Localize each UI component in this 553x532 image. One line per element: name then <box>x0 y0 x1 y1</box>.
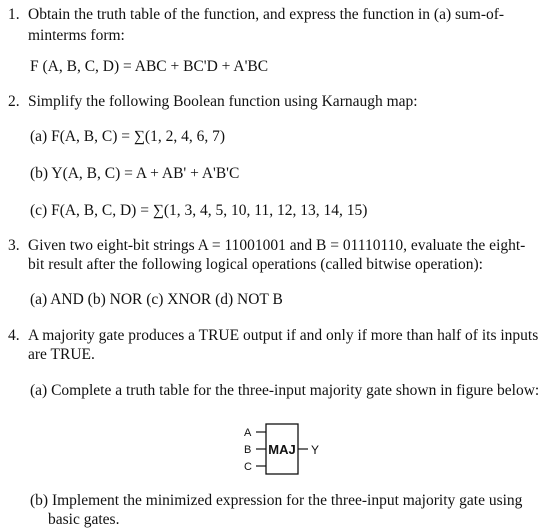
question-3-text-line-1: Given two eight-bit strings A = 11001001 and B = 01110110, evaluate the eight- <box>28 237 526 254</box>
question-3-number: 3. <box>8 237 20 254</box>
question-3-part: (a) AND (b) NOR (c) XNOR (d) NOT B <box>30 291 283 308</box>
majority-gate-diagram <box>240 423 320 475</box>
question-2-text-line-1: Simplify the following Boolean function using Karnaugh map: <box>28 93 418 110</box>
question-1-text-line-1: Obtain the truth table of the function, and express the function in (a) sum-of- <box>28 6 505 23</box>
question-1-text-line-2: minterms form: <box>28 27 125 44</box>
input-b-label: B <box>244 444 252 456</box>
question-1-formula: F (A, B, C, D) = ABC + BC'D + A'BC <box>30 58 269 75</box>
question-2-part-b: (b) Y(A, B, C) = A + AB' + A'B'C <box>30 165 240 182</box>
maj-gate-label: MAJ <box>268 442 296 457</box>
question-4-number: 4. <box>8 327 20 344</box>
question-1-number: 1. <box>8 6 20 23</box>
question-4-text-line-2: are TRUE. <box>28 346 95 363</box>
question-4-part-a: (a) Complete a truth table for the three-input majority gate shown in figure below: <box>30 382 540 399</box>
question-4-part-b-line-2: basic gates. <box>48 511 120 528</box>
question-4-part-b-line-1: (b) Implement the minimized expression for the three-input majority gate using <box>30 492 523 509</box>
input-c-label: C <box>244 461 252 473</box>
question-4-text-line-1: A majority gate produces a TRUE output if and only if more than half of its inputs <box>28 327 539 344</box>
question-2-number: 2. <box>8 93 20 110</box>
question-2-part-c: (c) F(A, B, C, D) = ∑(1, 3, 4, 5, 10, 11, 12, 13, 14, 15) <box>30 202 368 219</box>
input-a-label: A <box>244 427 252 439</box>
output-y-label: Y <box>311 443 320 457</box>
question-2-part-a: (a) F(A, B, C) = ∑(1, 2, 4, 6, 7) <box>30 128 226 145</box>
question-3-text-line-2: bit result after the following logical operations (called bitwise operation): <box>28 256 483 273</box>
